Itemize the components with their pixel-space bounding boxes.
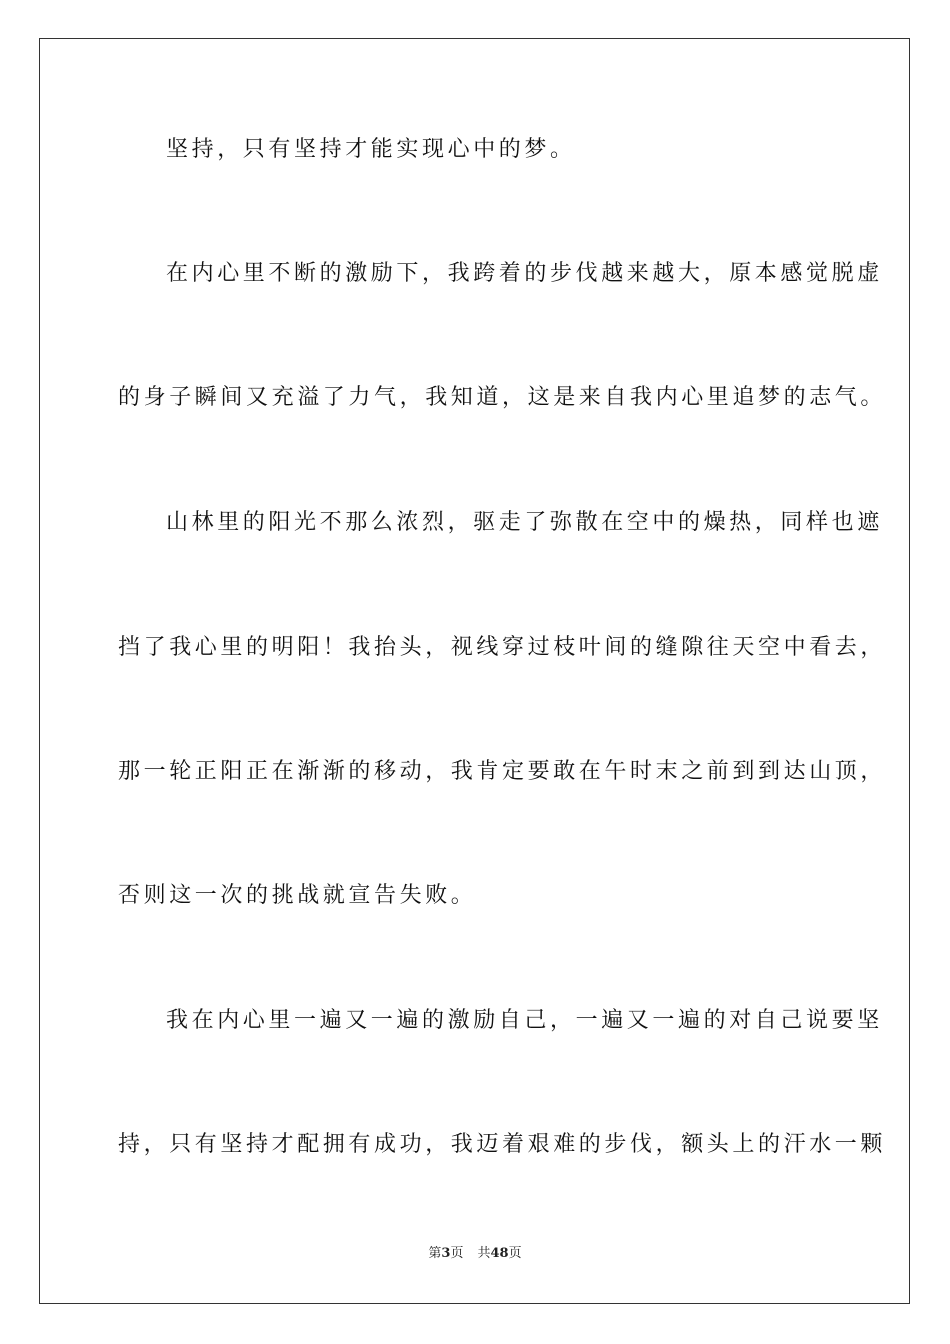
page-border [39,38,910,1304]
page-number: 3 [441,1246,451,1261]
total-prefix: 共 [477,1246,491,1261]
text-line-7: 否则这一次的挑战就宣告失败。 [118,883,477,908]
total-suffix: 页 [508,1246,522,1261]
page-suffix: 页 [450,1246,464,1261]
text-line-2: 在内心里不断的激励下，我跨着的步伐越来越大，原本感觉脱虚 [166,261,883,286]
text-line-4: 山林里的阳光不那么浓烈，驱走了弥散在空中的燥热，同样也遮 [166,510,883,535]
text-line-9: 持，只有坚持才配拥有成功，我迈着艰难的步伐，额头上的汗水一颗 [118,1132,887,1157]
text-line-3: 的身子瞬间又充溢了力气，我知道，这是来自我内心里追梦的志气。 [118,385,887,410]
text-line-5: 挡了我心里的明阳！我抬头，视线穿过枝叶间的缝隙往天空中看去， [118,635,887,660]
text-line-6: 那一轮正阳正在渐渐的移动，我肯定要敢在午时末之前到到达山顶， [118,759,887,784]
total-pages: 48 [490,1246,509,1261]
text-line-8: 我在内心里一遍又一遍的激励自己，一遍又一遍的对自己说要坚 [166,1008,883,1033]
page-footer [0,1244,950,1264]
text-line-1: 坚持，只有坚持才能实现心中的梦。 [166,137,576,162]
page-prefix: 第 [428,1246,442,1261]
